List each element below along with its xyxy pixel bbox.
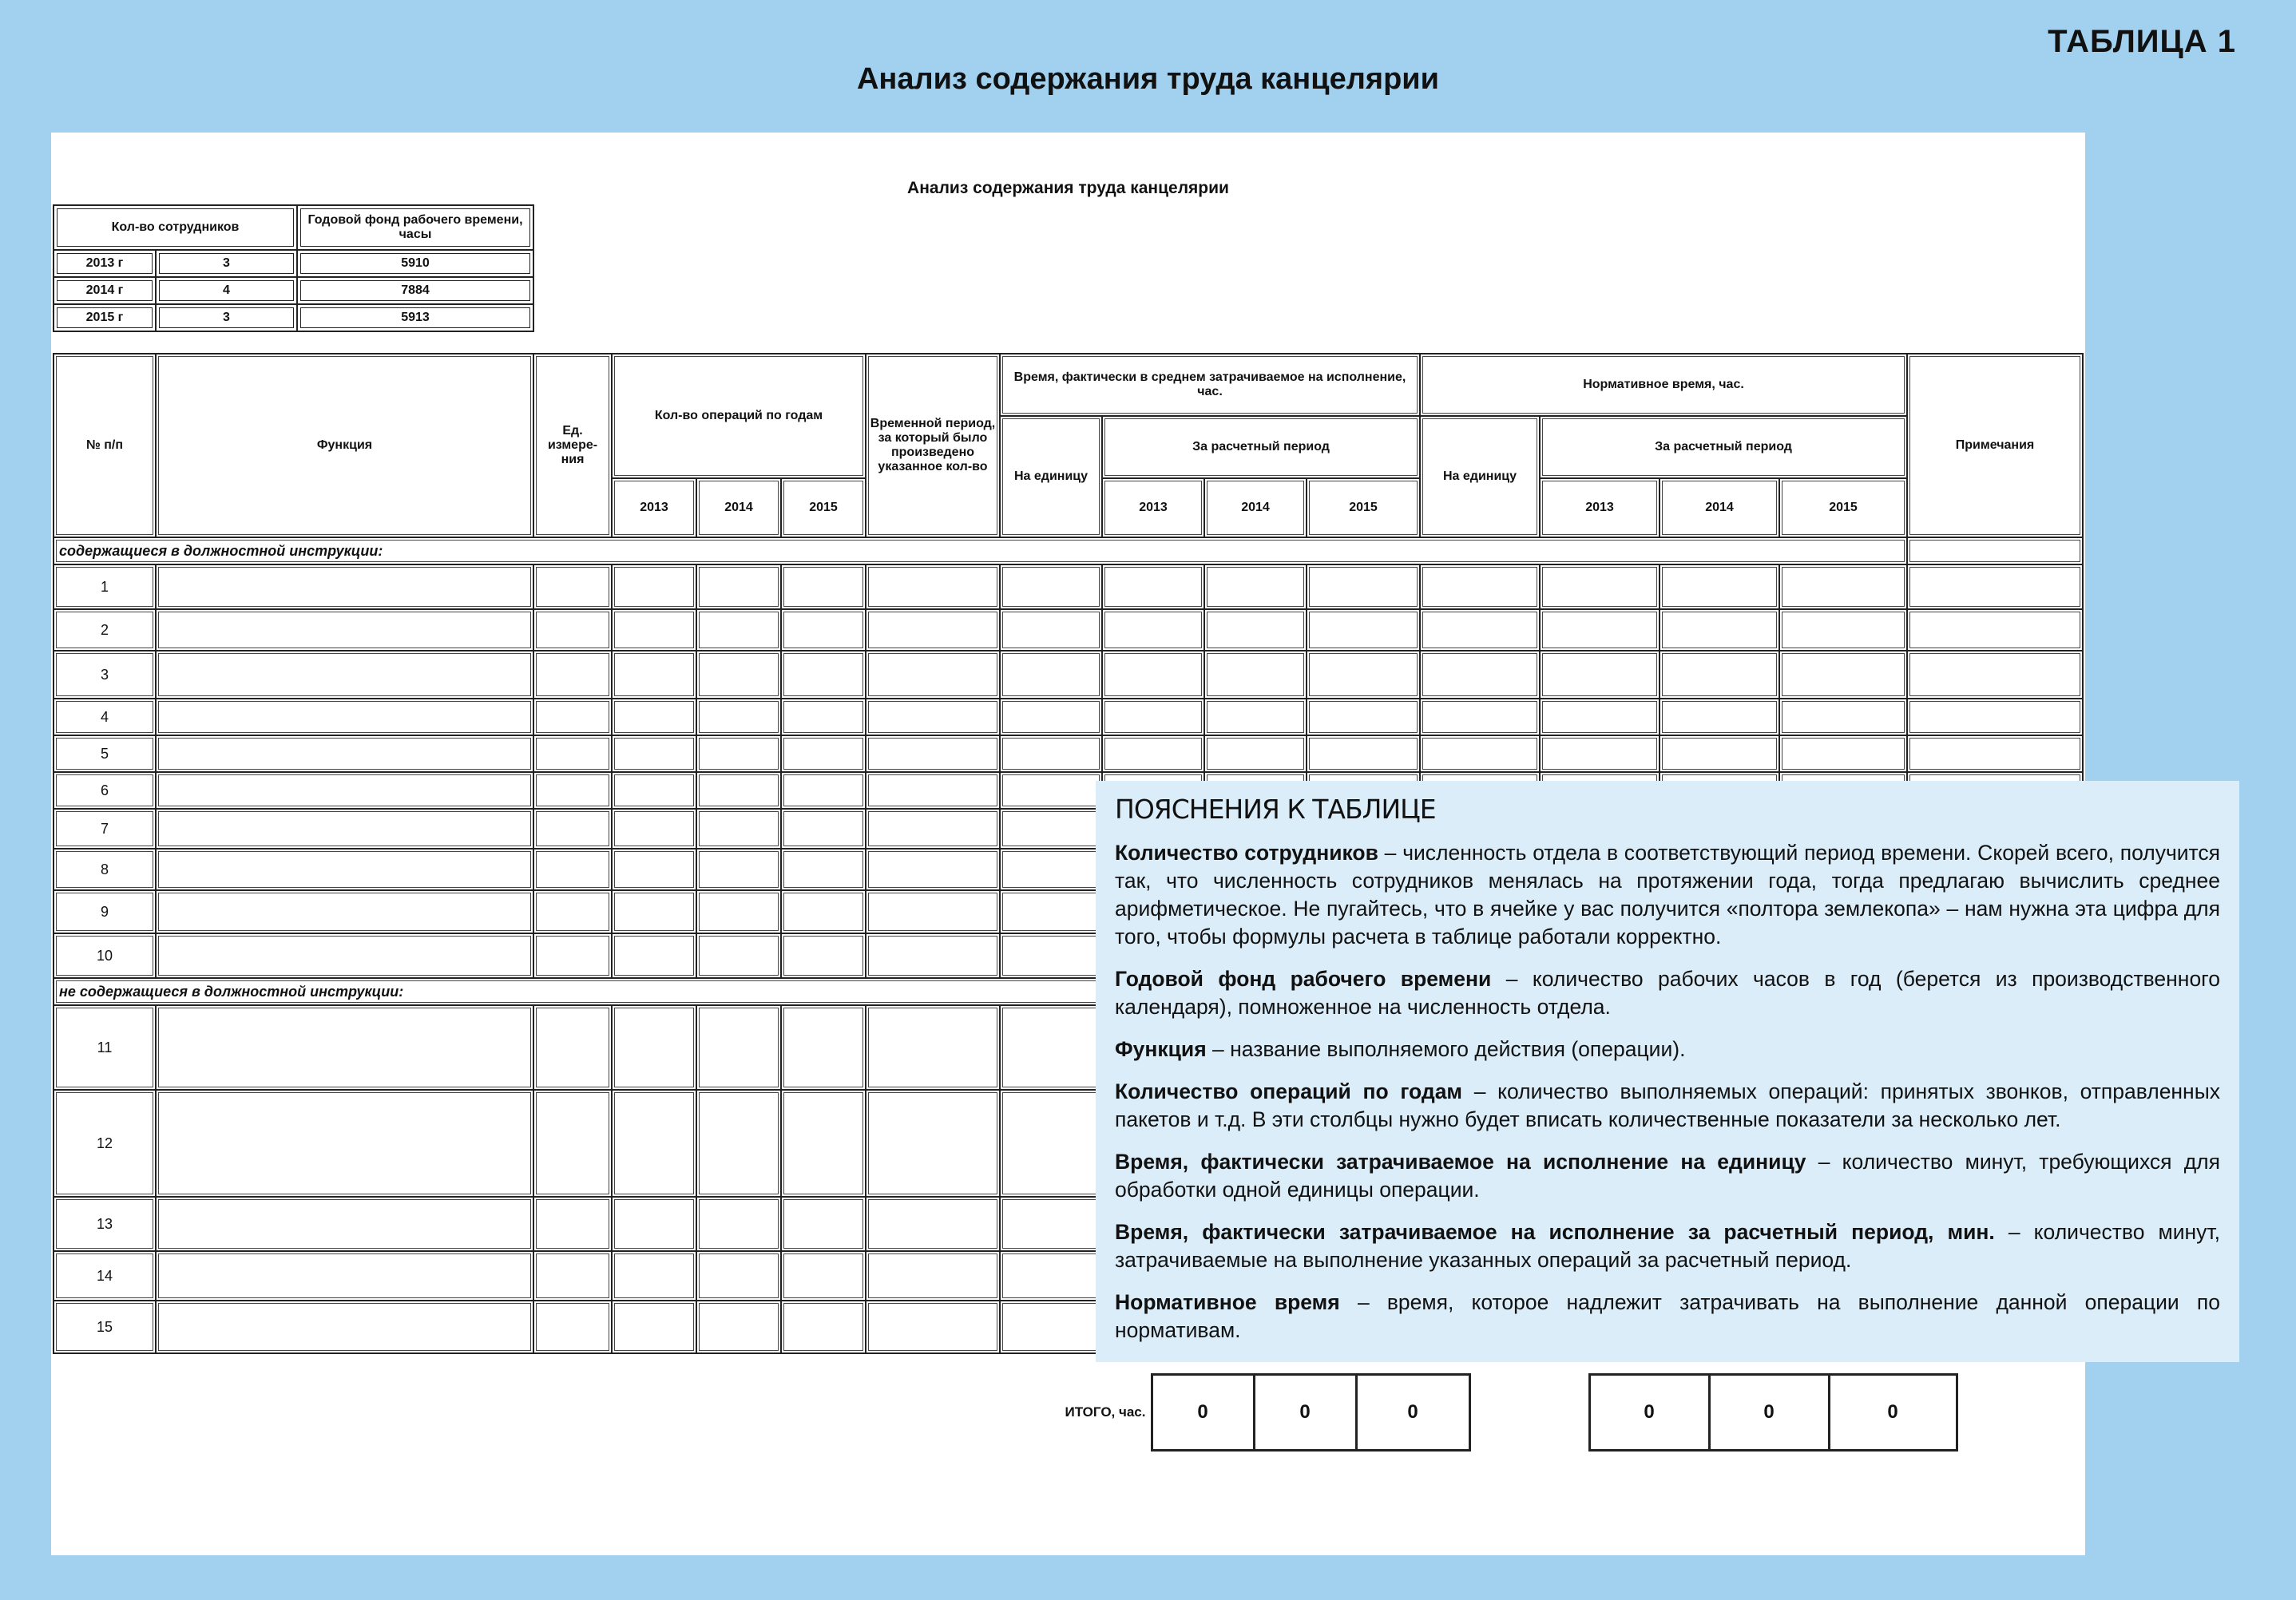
table-row: [54, 564, 2083, 609]
table-cell[interactable]: [1307, 699, 1420, 735]
table-cell[interactable]: [156, 849, 533, 890]
table-cell[interactable]: [533, 564, 612, 609]
table-cell[interactable]: [156, 735, 533, 772]
table-cell[interactable]: [1660, 609, 1779, 651]
table-row: [54, 651, 2083, 699]
header-actual-year: 2015: [1307, 478, 1420, 537]
table-row: [54, 735, 2083, 772]
table-cell[interactable]: [612, 890, 696, 933]
row-number: 4: [54, 699, 156, 735]
table-cell[interactable]: [612, 1251, 696, 1301]
table-cell[interactable]: [866, 1197, 1000, 1251]
table-cell[interactable]: [533, 772, 612, 809]
row-number: 14: [54, 1251, 156, 1301]
table-cell[interactable]: [1779, 609, 1907, 651]
staff-table: [53, 204, 534, 332]
staff-count: 3: [156, 250, 297, 277]
table-cell[interactable]: [1540, 564, 1660, 609]
explanation-item: [1115, 1148, 2220, 1204]
table-cell[interactable]: [696, 933, 781, 978]
explanation-item: [1115, 1078, 2220, 1134]
explanation-item: [1115, 839, 2220, 951]
table-cell[interactable]: [1102, 609, 1204, 651]
table-cell[interactable]: [1660, 699, 1779, 735]
table-cell[interactable]: [866, 890, 1000, 933]
header-norm-calc-period: За расчетный период: [1540, 416, 1907, 478]
total-actual-value: 0: [1254, 1375, 1356, 1451]
table-cell[interactable]: [1000, 1005, 1102, 1090]
table-cell[interactable]: [612, 1005, 696, 1090]
table-cell[interactable]: [866, 1301, 1000, 1353]
header-actual-year: 2014: [1204, 478, 1307, 537]
row-number: 11: [54, 1005, 156, 1090]
table-cell[interactable]: [533, 809, 612, 849]
table-cell[interactable]: [1000, 772, 1102, 809]
table-cell[interactable]: [533, 1301, 612, 1353]
header-norm-time: Нормативное время, час.: [1420, 354, 1907, 416]
row-number: 6: [54, 772, 156, 809]
staff-header-fund: Годовой фонд рабочего времени, часы: [297, 205, 533, 250]
staff-year: 2013 г: [54, 250, 156, 277]
table-cell[interactable]: [1000, 1090, 1102, 1197]
table-cell[interactable]: [781, 1197, 866, 1251]
table-row: [54, 609, 2083, 651]
table-cell[interactable]: [533, 1005, 612, 1090]
table-cell[interactable]: [533, 1251, 612, 1301]
totals-table: [1001, 1373, 1958, 1451]
table-cell[interactable]: [1204, 609, 1307, 651]
table-cell[interactable]: [156, 564, 533, 609]
header-actual-per-unit: На единицу: [1000, 416, 1102, 537]
table-cell[interactable]: [1000, 849, 1102, 890]
explanation-item: [1115, 965, 2220, 1021]
table-cell[interactable]: [533, 890, 612, 933]
row-number: 5: [54, 735, 156, 772]
table-cell[interactable]: [696, 1197, 781, 1251]
table-cell[interactable]: [696, 699, 781, 735]
header-norm-per-unit: На единицу: [1420, 416, 1540, 537]
table-cell[interactable]: [1660, 735, 1779, 772]
table-cell[interactable]: [696, 809, 781, 849]
staff-header-employees: Кол-во сотрудников: [54, 205, 297, 250]
table-cell[interactable]: [156, 1005, 533, 1090]
table-cell[interactable]: [156, 609, 533, 651]
explanation-term: Количество операций по годам: [1115, 1079, 1463, 1103]
table-cell[interactable]: [781, 890, 866, 933]
explanation-text: – количество выполняемых операций: принятых звонков, отправленных пакетов и т.д. В эти столбцы нужно будет вписать количественные показатели за несколько лет.: [1115, 1079, 2220, 1131]
table-cell[interactable]: [612, 609, 696, 651]
table-cell[interactable]: [1779, 735, 1907, 772]
total-norm-value: 0: [1709, 1375, 1829, 1451]
header-num: № п/п: [54, 354, 156, 537]
row-number: 1: [54, 564, 156, 609]
table-cell[interactable]: [1907, 735, 2083, 772]
table-cell[interactable]: [781, 564, 866, 609]
table-cell[interactable]: [781, 1005, 866, 1090]
sheet-title: Анализ содержания труда канцелярии: [907, 179, 1229, 197]
explanation-term: Годовой фонд рабочего времени: [1115, 967, 1492, 991]
table-cell[interactable]: [156, 1251, 533, 1301]
table-cell[interactable]: [1307, 735, 1420, 772]
table-cell[interactable]: [1000, 1197, 1102, 1251]
notes-cell[interactable]: [1907, 537, 2083, 564]
table-cell[interactable]: [533, 651, 612, 699]
table-cell[interactable]: [1000, 809, 1102, 849]
table-cell[interactable]: [1907, 609, 2083, 651]
staff-count: 4: [156, 277, 297, 304]
section-header: содержащиеся в должностной инструкции:: [54, 537, 1907, 564]
table-cell[interactable]: [866, 699, 1000, 735]
explanation-item: [1115, 1289, 2220, 1345]
table-cell[interactable]: [1420, 564, 1540, 609]
table-cell[interactable]: [1660, 564, 1779, 609]
staff-hours: 5913: [297, 304, 533, 331]
page-title: Анализ содержания труда канцелярии: [856, 62, 1440, 96]
table-cell[interactable]: [156, 1197, 533, 1251]
table-cell[interactable]: [781, 651, 866, 699]
header-ops-by-year: Кол-во операций по годам: [612, 354, 866, 478]
staff-hours: 7884: [297, 277, 533, 304]
table-cell[interactable]: [612, 1301, 696, 1353]
table-cell[interactable]: [696, 890, 781, 933]
table-cell[interactable]: [781, 735, 866, 772]
header-unit: Ед. измере-ния: [533, 354, 612, 537]
table-cell[interactable]: [781, 1301, 866, 1353]
table-cell[interactable]: [866, 809, 1000, 849]
table-cell[interactable]: [696, 1301, 781, 1353]
table-cell[interactable]: [1000, 735, 1102, 772]
row-number: 8: [54, 849, 156, 890]
table-cell[interactable]: [1000, 564, 1102, 609]
header-notes: Примечания: [1907, 354, 2083, 537]
table-cell[interactable]: [156, 772, 533, 809]
explanation-text: – численность отдела в соответствующий период времени. Скорей всего, получится так, что численность сотрудников менялась на протяжении года, тогда предлагаю вычислить среднее арифметическое. Не пугайтесь, что в ячейке у вас получится «полтора землекопа» – нам нужна эта цифра для того, чтобы формулы расчета в таблице работали корректно.: [1115, 841, 2221, 949]
table-cell[interactable]: [696, 651, 781, 699]
explanations-list: [1115, 839, 2220, 1345]
table-cell[interactable]: [533, 699, 612, 735]
table-cell[interactable]: [612, 933, 696, 978]
table-cell[interactable]: [781, 809, 866, 849]
header-norm-year: 2014: [1660, 478, 1779, 537]
table-cell[interactable]: [866, 564, 1000, 609]
table-cell[interactable]: [781, 699, 866, 735]
table-cell[interactable]: [1102, 564, 1204, 609]
table-row: [54, 699, 2083, 735]
table-cell[interactable]: [1907, 699, 2083, 735]
explanations-title: ПОЯСНЕНИЯ К ТАБЛИЦЕ: [1115, 794, 1436, 825]
table-cell[interactable]: [866, 933, 1000, 978]
table-cell[interactable]: [156, 651, 533, 699]
header-ops-year: 2015: [781, 478, 866, 537]
table-cell[interactable]: [1000, 933, 1102, 978]
totals-label: ИТОГО, час.: [1065, 1404, 1146, 1420]
table-cell[interactable]: [1000, 890, 1102, 933]
row-number: 7: [54, 809, 156, 849]
table-cell[interactable]: [1540, 651, 1660, 699]
table-cell[interactable]: [696, 849, 781, 890]
table-cell[interactable]: [696, 735, 781, 772]
table-cell[interactable]: [1102, 699, 1204, 735]
table-number-label: ТАБЛИЦА 1: [2048, 24, 2236, 59]
explanation-item: [1115, 1036, 2220, 1063]
table-cell[interactable]: [533, 609, 612, 651]
explanations-panel: [1096, 781, 2239, 1362]
table-cell[interactable]: [1540, 699, 1660, 735]
row-number: 9: [54, 890, 156, 933]
table-cell[interactable]: [612, 849, 696, 890]
table-cell[interactable]: [612, 564, 696, 609]
table-cell[interactable]: [612, 809, 696, 849]
staff-year: 2014 г: [54, 277, 156, 304]
table-cell[interactable]: [866, 772, 1000, 809]
table-cell[interactable]: [533, 849, 612, 890]
header-actual-year: 2013: [1102, 478, 1204, 537]
table-cell[interactable]: [612, 699, 696, 735]
table-cell[interactable]: [1000, 1251, 1102, 1301]
row-number: 10: [54, 933, 156, 978]
table-cell[interactable]: [1102, 735, 1204, 772]
table-cell[interactable]: [866, 735, 1000, 772]
table-cell[interactable]: [1660, 651, 1779, 699]
table-cell[interactable]: [156, 933, 533, 978]
table-cell[interactable]: [1000, 651, 1102, 699]
header-norm-year: 2013: [1540, 478, 1660, 537]
table-cell[interactable]: [156, 890, 533, 933]
staff-year: 2015 г: [54, 304, 156, 331]
table-cell[interactable]: [156, 809, 533, 849]
table-cell[interactable]: [156, 1301, 533, 1353]
header-actual-calc-period: За расчетный период: [1102, 416, 1420, 478]
total-norm-value: 0: [1829, 1375, 1957, 1451]
table-cell[interactable]: [533, 1197, 612, 1251]
table-cell[interactable]: [1540, 609, 1660, 651]
table-cell[interactable]: [866, 609, 1000, 651]
table-cell[interactable]: [1907, 651, 2083, 699]
explanation-term: Время, фактически затрачиваемое на исполнение за расчетный период, мин.: [1115, 1220, 1995, 1244]
table-cell[interactable]: [866, 1005, 1000, 1090]
table-cell[interactable]: [696, 609, 781, 651]
table-cell[interactable]: [1420, 735, 1540, 772]
table-cell[interactable]: [156, 1090, 533, 1197]
table-cell[interactable]: [1779, 699, 1907, 735]
table-cell[interactable]: [1307, 564, 1420, 609]
total-norm-value: 0: [1589, 1375, 1709, 1451]
explanation-item: [1115, 1218, 2220, 1274]
row-number: 2: [54, 609, 156, 651]
explanation-text: – количество рабочих часов в год (берется из производственного календаря), помноженное на численность отдела.: [1115, 967, 2220, 1019]
header-norm-year: 2015: [1779, 478, 1907, 537]
table-cell[interactable]: [866, 849, 1000, 890]
table-cell[interactable]: [612, 651, 696, 699]
table-cell[interactable]: [612, 1090, 696, 1197]
table-cell[interactable]: [1204, 735, 1307, 772]
row-number: 13: [54, 1197, 156, 1251]
table-cell[interactable]: [1540, 735, 1660, 772]
header-function: Функция: [156, 354, 533, 537]
staff-hours: 5910: [297, 250, 533, 277]
table-cell[interactable]: [1420, 699, 1540, 735]
explanation-term: Функция: [1115, 1037, 1207, 1061]
header-ops-year: 2013: [612, 478, 696, 537]
total-actual-value: 0: [1152, 1375, 1254, 1451]
table-cell[interactable]: [866, 1090, 1000, 1197]
explanation-term: Количество сотрудников: [1115, 841, 1378, 865]
table-cell[interactable]: [1102, 651, 1204, 699]
table-cell[interactable]: [781, 772, 866, 809]
explanation-term: Нормативное время: [1115, 1290, 1340, 1314]
table-cell[interactable]: [1779, 564, 1907, 609]
table-cell[interactable]: [781, 1251, 866, 1301]
explanation-text: – название выполняемого действия (операции).: [1206, 1037, 1686, 1061]
header-period: Временной период, за который было произведено указанное кол-во: [866, 354, 1000, 537]
table-cell[interactable]: [1000, 1301, 1102, 1353]
table-cell[interactable]: [696, 564, 781, 609]
table-cell[interactable]: [781, 933, 866, 978]
total-actual-value: 0: [1356, 1375, 1469, 1451]
explanation-text: – количество минут, требующихся для обработки одной единицы операции.: [1115, 1150, 2220, 1202]
table-cell[interactable]: [1000, 609, 1102, 651]
table-cell[interactable]: [533, 933, 612, 978]
table-cell[interactable]: [1307, 651, 1420, 699]
table-cell[interactable]: [156, 699, 533, 735]
table-cell[interactable]: [696, 1251, 781, 1301]
table-cell[interactable]: [866, 651, 1000, 699]
table-cell[interactable]: [1779, 651, 1907, 699]
row-number: 15: [54, 1301, 156, 1353]
table-cell[interactable]: [1907, 564, 2083, 609]
header-actual-time: Время, фактически в среднем затрачиваемое на исполнение, час.: [1000, 354, 1420, 416]
table-cell[interactable]: [1307, 609, 1420, 651]
table-cell[interactable]: [781, 609, 866, 651]
table-cell[interactable]: [696, 772, 781, 809]
table-cell[interactable]: [1204, 564, 1307, 609]
table-cell[interactable]: [533, 1090, 612, 1197]
row-number: 3: [54, 651, 156, 699]
table-cell[interactable]: [696, 1005, 781, 1090]
table-cell[interactable]: [781, 1090, 866, 1197]
totals-gap: [1469, 1375, 1589, 1451]
table-cell[interactable]: [1420, 609, 1540, 651]
table-cell[interactable]: [612, 735, 696, 772]
table-cell[interactable]: [1204, 699, 1307, 735]
row-number: 12: [54, 1090, 156, 1197]
table-cell[interactable]: [612, 1197, 696, 1251]
staff-count: 3: [156, 304, 297, 331]
table-cell[interactable]: [1000, 699, 1102, 735]
table-cell[interactable]: [533, 735, 612, 772]
table-cell[interactable]: [612, 772, 696, 809]
explanation-term: Время, фактически затрачиваемое на исполнение на единицу: [1115, 1150, 1806, 1174]
header-ops-year: 2014: [696, 478, 781, 537]
table-cell[interactable]: [1420, 651, 1540, 699]
section-header: не содержащиеся в должностной инструкции:: [54, 978, 1907, 1005]
table-cell[interactable]: [1204, 651, 1307, 699]
table-cell[interactable]: [781, 849, 866, 890]
table-cell[interactable]: [866, 1251, 1000, 1301]
explanation-text: – время, которое надлежит затрачивать на выполнение данной операции по нормативам.: [1115, 1290, 2220, 1342]
explanation-text: – количество минут, затрачиваемые на выполнение указанных операций за расчетный период.: [1115, 1220, 2220, 1272]
table-cell[interactable]: [696, 1090, 781, 1197]
